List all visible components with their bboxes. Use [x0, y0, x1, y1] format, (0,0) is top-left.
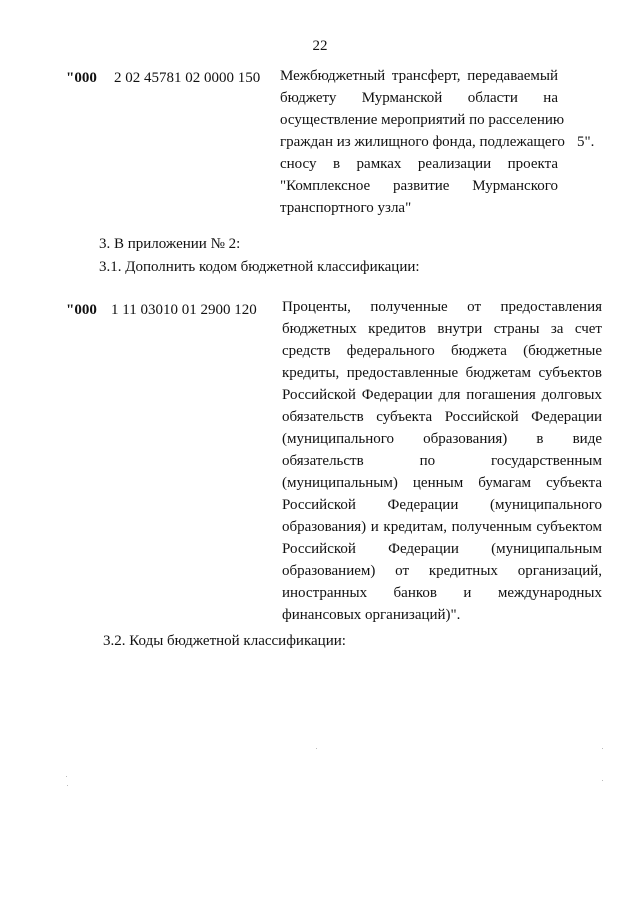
entry2-line: обязательств по государственным [282, 453, 602, 469]
paragraph-3-2: 3.2. Коды бюджетной классификации: [103, 633, 346, 649]
paragraph-3-1: 3.1. Дополнить кодом бюджетной классификации: [99, 259, 420, 275]
entry2-line: обязательств субъекта Российской Федерации [282, 409, 602, 425]
entry1-line: Межбюджетный трансферт, передаваемый [280, 68, 558, 84]
scan-speck [316, 748, 317, 749]
page-number: 22 [312, 38, 328, 54]
entry2-prefix: "000 [66, 302, 97, 318]
entry2-description [282, 296, 602, 626]
entry2-line: средств федерального бюджета (бюджетные [282, 343, 602, 359]
entry1-line: граждан из жилищного фонда, подлежащего [280, 134, 565, 150]
entry2-line: (муниципального образования) в виде [282, 431, 602, 447]
entry2-code: 1 11 03010 01 2900 120 [111, 302, 257, 318]
scan-speck [67, 785, 68, 786]
entry2-line: финансовых организаций)". [282, 607, 461, 623]
entry2-line: образования) и кредитам, полученным субъектом [282, 519, 602, 535]
entry2-line: (муниципальным) ценным бумагам субъекта [282, 475, 602, 491]
entry2-line: Российской Федерации (муниципального [282, 497, 602, 513]
entry1-line: осуществление мероприятий по расселению [280, 112, 565, 128]
scan-speck [66, 776, 67, 777]
entry1-line: сносу в рамках реализации проекта [280, 156, 558, 172]
entry2-line: образованием) от кредитных организаций, [282, 563, 602, 579]
entry2-line: Проценты, полученные от предоставления [282, 299, 602, 315]
scan-speck [602, 780, 603, 781]
entry1-line: транспортного узла" [280, 200, 412, 216]
entry1-prefix: "000 [66, 70, 97, 86]
scan-speck [602, 748, 603, 749]
entry2-line: бюджетных кредитов внутри страны за счет [282, 321, 602, 337]
entry1-line: бюджету Мурманской области на [280, 90, 558, 106]
entry1-description [280, 65, 565, 219]
entry1-code: 2 02 45781 02 0000 150 [114, 70, 261, 86]
entry1-suffix: 5". [577, 134, 595, 150]
entry2-line: иностранных банков и международных [282, 585, 602, 601]
entry2-line: Российской Федерации для погашения долговых [282, 387, 602, 403]
entry2-line: кредиты, предоставленные бюджетам субъектов [282, 365, 602, 381]
entry2-line: Российской Федерации (муниципальным [282, 541, 602, 557]
entry1-line: "Комплексное развитие Мурманского [280, 178, 558, 194]
paragraph-3: 3. В приложении № 2: [99, 236, 241, 252]
